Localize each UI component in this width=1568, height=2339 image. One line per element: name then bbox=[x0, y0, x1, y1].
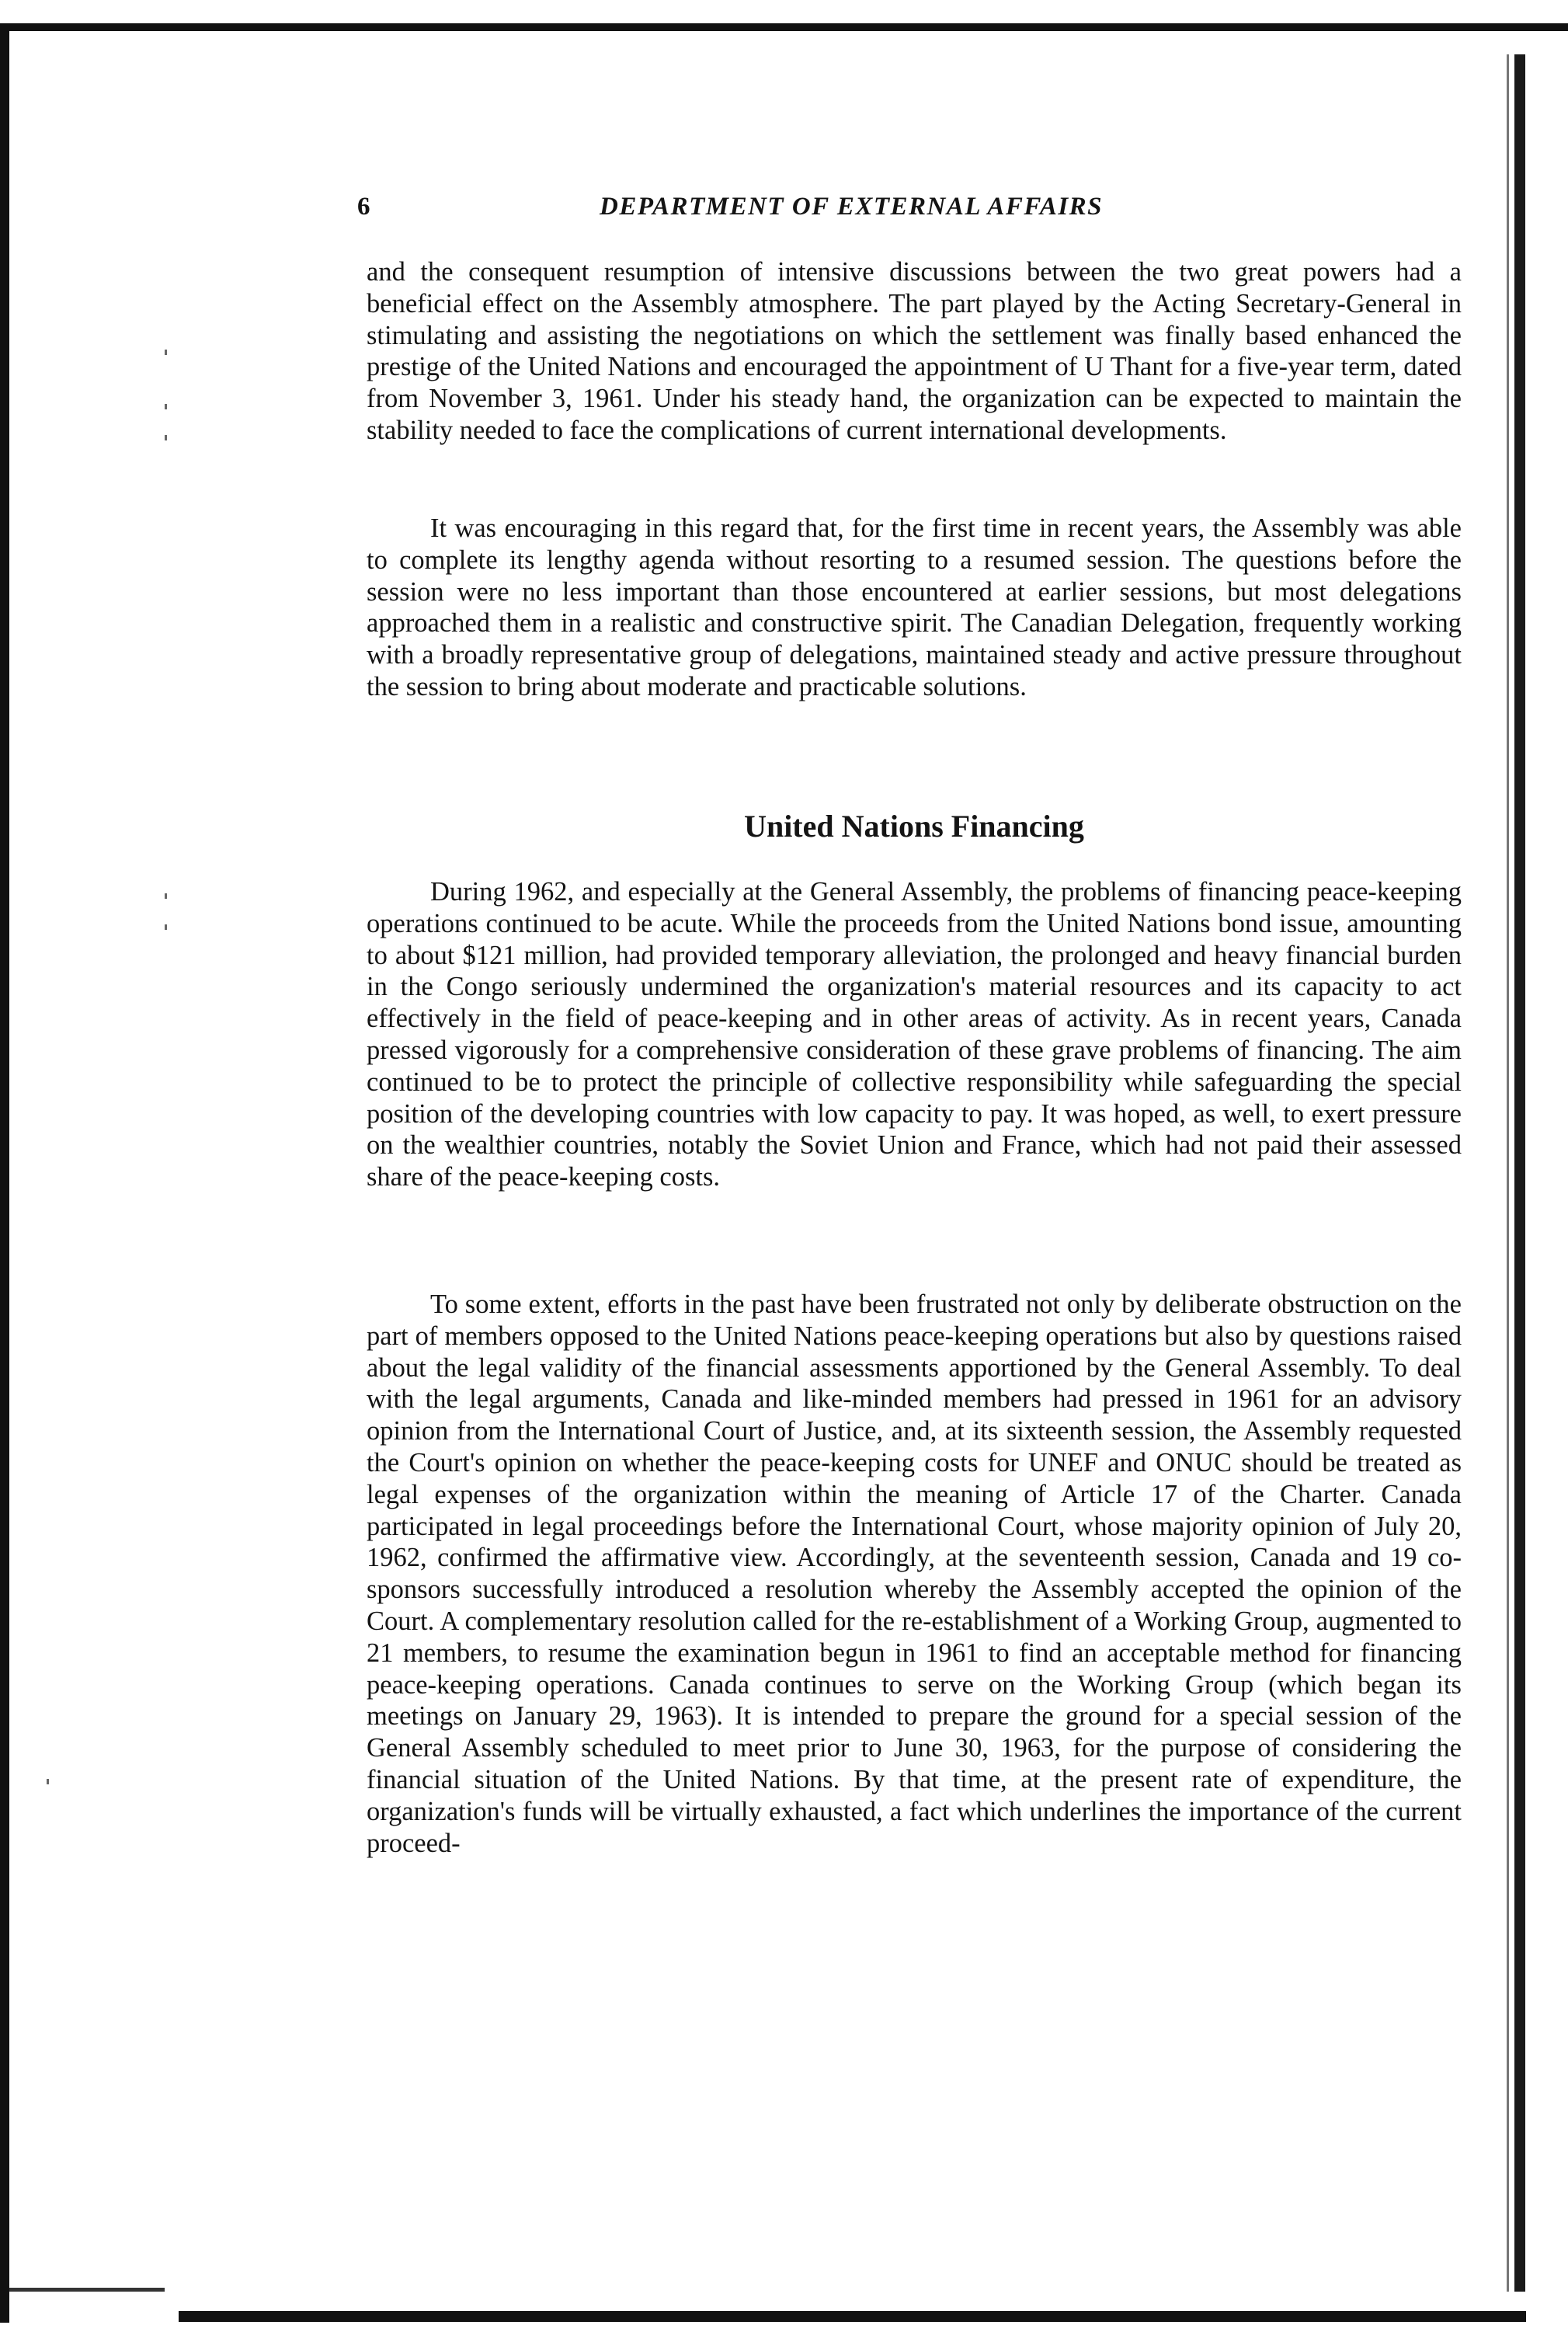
section-heading: United Nations Financing bbox=[744, 809, 1084, 844]
section-paragraph: During 1962, and especially at the General Assembly, the problems of financing peace-keeping operations continued to be acute. While the proceeds from the United Nations bond issue, amounting to about $121 million, had provided temporary alleviation, the prolonged and heavy financial burden in the Congo seriously undermined the organization's material resources and its capacity to act effectively in the field of peace-keeping and in other areas of activity. As in recent years, Canada pressed vigorously for a comprehensive consideration of these grave problems of financing. The aim continued to be to protect the principle of collective responsibility while safeguarding the special position of the developing countries with low capacity to pay. It was hoped, as well, to exert pressure on the wealthier countries, notably the Soviet Union and France, which had not paid their assessed share of the peace-keeping costs. bbox=[367, 877, 1462, 1192]
scan-border-bottom-left bbox=[9, 2288, 165, 2292]
scan-border-right bbox=[1514, 54, 1525, 2292]
scan-border-bottom bbox=[179, 2311, 1526, 2322]
margin-mark bbox=[165, 924, 167, 930]
margin-mark bbox=[47, 1779, 49, 1784]
margin-mark bbox=[165, 404, 167, 409]
margin-mark bbox=[165, 893, 167, 899]
margin-mark bbox=[165, 350, 167, 355]
scan-border-left bbox=[0, 23, 9, 2323]
page-number: 6 bbox=[357, 193, 370, 221]
scan-border-right-shadow bbox=[1507, 54, 1509, 2292]
section-paragraph: To some extent, efforts in the past have been frustrated not only by deliberate obstruction on the part of members opposed to the United Nations peace-keeping operations but also by questions raised about the legal validity of the financial assessments apportioned by the General Assembly. To deal with the legal arguments, Canada and like-minded members had pressed in 1961 for an advisory opinion from the International Court of Justice, and, at its sixteenth session, the Assembly requested the Court's opinion on whether the peace-keeping costs for UNEF and ONUC should be treated as legal expenses of the organization within the meaning of Article 17 of the Charter. Canada participated in legal proceedings before the International Court, whose majority opinion of July 20, 1962, confirmed the affirmative view. Accordingly, at the seventeenth session, Canada and 19 co-sponsors successfully introduced a resolution whereby the Assembly accepted the opinion of the Court. A complementary resolution called for the re-establishment of a Working Group, augmented to 21 members, to resume the examination begun in 1961 to find an acceptable method for financing peace-keeping operations. Canada continues to serve on the Working Group (which began its meetings on January 29, 1963). It is intended to prepare the ground for a special session of the General Assembly scheduled to meet prior to June 30, 1963, for the purpose of considering the financial situation of the United Nations. By that time, at the present rate of expenditure, the organization's funds will be virtually exhausted, a fact which underlines the importance of the current proceed- bbox=[367, 1290, 1462, 1858]
paragraph-continued: and the consequent resumption of intensive discussions between the two great powers had a beneficial effect on the Assembly atmosphere. The part played by the Acting Secretary-General in stimulating and assisting the negotiations on which the settlement was finally based enhanced the prestige of the United Nations and encouraged the appointment of U Thant for a five-year term, dated from November 3, 1961. Under his steady hand, the organization can be expected to maintain the stability needed to face the complications of current international developments. bbox=[367, 257, 1462, 445]
paragraph: It was encouraging in this regard that, for the first time in recent years, the Assembly was able to complete its lengthy agenda without resorting to a resumed session. The questions before the session were no less important than those encountered at earlier sessions, but most delegations approached them in a realistic and constructive spirit. The Canadian Delegation, frequently working with a broadly representative group of delegations, maintained steady and active pressure throughout the session to bring about moderate and practicable solutions. bbox=[367, 513, 1462, 701]
margin-mark bbox=[165, 435, 167, 440]
page-header bbox=[357, 193, 1460, 227]
running-title: DEPARTMENT OF EXTERNAL AFFAIRS bbox=[600, 193, 1104, 221]
scan-border-top bbox=[0, 23, 1568, 31]
